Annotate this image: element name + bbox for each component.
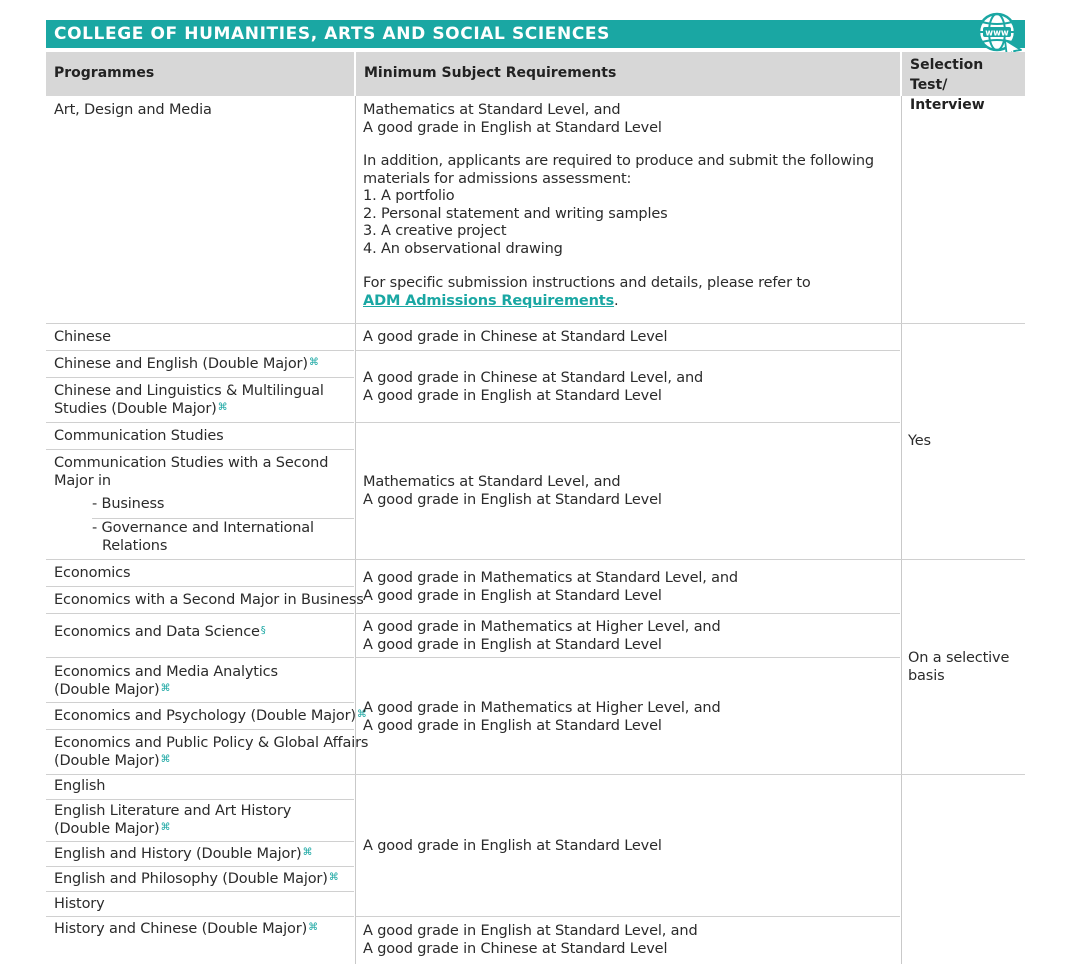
programme-name: English and History (Double Major)⌘ (54, 846, 313, 862)
requirement-chinese: A good grade in Chinese at Standard Level (363, 329, 668, 345)
double-major-mark: ⌘ (160, 753, 171, 765)
programme-name: Economics and Public Policy & Global Affairs (Double Major)⌘ (54, 735, 369, 769)
banner-title: COLLEGE OF HUMANITIES, ARTS AND SOCIAL SCIENCES (54, 24, 610, 44)
globe-www-text: www (985, 28, 1009, 39)
row-divider (46, 799, 354, 800)
requirement-economics: A good grade in Mathematics at Standard Level, and A good grade in English at Standard Level (363, 570, 738, 604)
column-header-requirements-label: Minimum Subject Requirements (364, 65, 617, 81)
column-header-selection-label: Selection Test/ Interview (910, 57, 985, 113)
row-divider (46, 613, 354, 614)
double-major-mark: ⌘ (328, 872, 339, 883)
requirement-history-chinese: A good grade in English at Standard Level, and A good grade in Chinese at Standard Level (363, 923, 698, 957)
programme-name: Economics and Data Science§ (54, 624, 266, 640)
grid-divider-requirements (901, 96, 902, 964)
programme-name: History (54, 896, 105, 912)
selection-selective: On a selective basis (908, 650, 1010, 684)
requirement-adm: Mathematics at Standard Level, and A good grade in English at Standard Level In addition, applicants are required to produce and submit the following materials for admissions assessment: 1. A portfolio 2. Personal statement and writing samples 3. A creative project 4. An observational drawing For specific submission instructions and details, please refer to ADM Admissions Requirements. (363, 102, 874, 309)
programme-name: Communication Studies (54, 428, 224, 444)
programme-name: English (54, 778, 106, 794)
row-divider (46, 916, 354, 917)
requirement-economics-double: A good grade in Mathematics at Higher Level, and A good grade in English at Standard Level (363, 700, 721, 734)
programme-name: Communication Studies with a Second Major in (54, 455, 329, 489)
programme-name: Economics with a Second Major in Business (54, 592, 364, 608)
row-divider (92, 518, 354, 519)
row-divider (46, 657, 354, 658)
programme-name: Chinese (54, 329, 111, 345)
programme-subitem: - Business (92, 496, 165, 512)
row-divider (46, 350, 354, 351)
row-divider (46, 891, 354, 892)
row-divider (46, 586, 354, 587)
section-mark: § (260, 625, 266, 636)
column-header-programmes (46, 52, 354, 96)
selection-yes: Yes (908, 433, 931, 449)
row-divider (46, 559, 1025, 560)
row-divider (356, 657, 900, 658)
row-divider (46, 323, 1025, 324)
programme-name: Art, Design and Media (54, 102, 212, 118)
row-divider (356, 350, 900, 351)
double-major-mark: ⌘ (160, 821, 171, 833)
programme-name: Economics and Media Analytics (Double Major)⌘ (54, 664, 278, 698)
row-divider (46, 449, 354, 450)
column-header-programmes-label: Programmes (54, 65, 155, 81)
programme-name: English Literature and Art History (Double Major)⌘ (54, 803, 292, 837)
double-major-mark: ⌘ (217, 401, 228, 413)
requirement-communication: Mathematics at Standard Level, and A good grade in English at Standard Level (363, 474, 662, 508)
adm-requirements-link[interactable]: ADM Admissions Requirements (363, 292, 615, 309)
row-divider (46, 702, 354, 703)
programme-subitem: - Governance and International Relations (92, 520, 314, 554)
grid-divider-programmes (355, 96, 356, 964)
column-header-selection (902, 52, 1025, 113)
row-divider (46, 422, 354, 423)
programme-name: English and Philosophy (Double Major)⌘ (54, 871, 339, 887)
requirement-english: A good grade in English at Standard Level (363, 838, 662, 854)
row-divider (46, 774, 1025, 775)
programme-name: Chinese and Linguistics & Multilingual Studies (Double Major)⌘ (54, 383, 324, 417)
column-header-requirements (356, 52, 900, 96)
requirement-chinese-double: A good grade in Chinese at Standard Level, and A good grade in English at Standard Level (363, 370, 704, 404)
double-major-mark: ⌘ (356, 709, 367, 720)
programme-name: Economics (54, 565, 131, 581)
row-divider (356, 613, 900, 614)
row-divider (46, 729, 354, 730)
programme-name: Economics and Psychology (Double Major)⌘ (54, 708, 367, 724)
row-divider (356, 916, 900, 917)
double-major-mark: ⌘ (308, 357, 319, 368)
requirement-economics-data-science: A good grade in Mathematics at Higher Level, and A good grade in English at Standard Level (363, 619, 721, 653)
row-divider (46, 377, 354, 378)
programme-name: History and Chinese (Double Major)⌘ (54, 921, 318, 937)
row-divider (356, 422, 900, 423)
row-divider (46, 841, 354, 842)
programme-name: Chinese and English (Double Major)⌘ (54, 356, 319, 372)
row-divider (46, 866, 354, 867)
double-major-mark: ⌘ (160, 682, 171, 694)
double-major-mark: ⌘ (302, 847, 313, 858)
college-banner (46, 20, 1025, 48)
double-major-mark: ⌘ (308, 922, 318, 933)
